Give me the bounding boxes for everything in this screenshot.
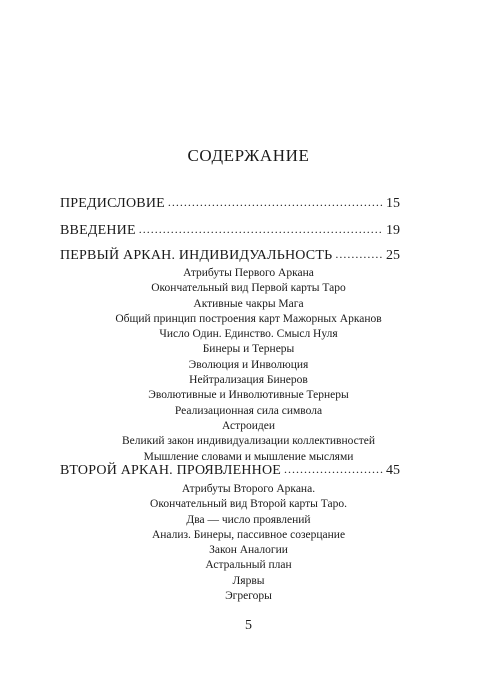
- second-arcanum-sections: [0, 482, 497, 604]
- toc-subentry[interactable]: Окончательный вид Второй карты Таро.: [150, 498, 347, 511]
- page-number: 5: [245, 618, 252, 633]
- toc-subentry[interactable]: Атрибуты Второго Аркана.: [181, 483, 316, 495]
- toc-subentry[interactable]: Великий закон индивидуализации коллективностей: [121, 435, 376, 448]
- toc-subentry[interactable]: Эгрегоры: [225, 590, 272, 603]
- chapter-page-number: 15: [386, 196, 400, 211]
- toc-subentry[interactable]: Число Один. Единство. Смысл Нуля: [159, 328, 338, 341]
- dot-leader: [168, 195, 383, 210]
- chapter-page-number: 25: [386, 248, 400, 263]
- chapter-title: ВТОРОЙ АРКАН. ПРОЯВЛЕННОЕ: [60, 463, 282, 478]
- dot-leader: [284, 462, 383, 477]
- chapter-page-number: 45: [386, 463, 400, 478]
- toc-subentry[interactable]: Нейтрализация Бинеров: [189, 374, 308, 387]
- toc-title: СОДЕРЖАНИЕ: [187, 146, 310, 165]
- toc-subentry[interactable]: Эволюция и Инволюция: [188, 358, 309, 371]
- dot-leader: [139, 222, 383, 237]
- toc-subentry[interactable]: Общий принцип построения карт Мажорных Арканов: [115, 312, 382, 325]
- dot-leader: [335, 247, 383, 262]
- chapter-page-number: 19: [386, 223, 400, 238]
- chapter-title: ПЕРВЫЙ АРКАН. ИНДИВИДУАЛЬНОСТЬ: [60, 248, 333, 263]
- toc-subentry[interactable]: Астральный план: [205, 559, 292, 572]
- toc-subentry[interactable]: Астроидеи: [221, 419, 276, 432]
- toc-entry-second-arcanum[interactable]: [60, 463, 400, 479]
- chapter-title: ПРЕДИСЛОВИЕ: [60, 196, 165, 211]
- toc-subentry[interactable]: Лярвы: [232, 574, 265, 587]
- toc-subentry[interactable]: Анализ. Бинеры, пассивное созерцание: [151, 528, 346, 541]
- toc-subentry[interactable]: Реализационная сила символа: [174, 404, 323, 417]
- toc-subentry[interactable]: Закон Аналогии: [209, 544, 288, 557]
- toc-subentry[interactable]: Окончательный вид Первой карты Таро: [151, 282, 346, 295]
- toc-subentry[interactable]: Атрибуты Первого Аркана: [183, 267, 314, 279]
- toc-subentry[interactable]: Мышление словами и мышление мыслями: [143, 450, 354, 463]
- toc-entry-first-arcanum[interactable]: [60, 248, 400, 264]
- toc-subentry[interactable]: Два — число проявлений: [186, 513, 311, 526]
- toc-subentry[interactable]: Эволютивные и Инволютивные Тернеры: [148, 389, 349, 402]
- first-arcanum-sections: [0, 266, 497, 465]
- chapter-title: ВВЕДЕНИЕ: [60, 223, 136, 238]
- toc-subentry[interactable]: Активные чакры Мага: [193, 297, 304, 310]
- toc-entry-preface[interactable]: [60, 196, 400, 212]
- toc-subentry[interactable]: Бинеры и Тернеры: [202, 343, 295, 356]
- toc-entry-introduction[interactable]: [60, 223, 400, 239]
